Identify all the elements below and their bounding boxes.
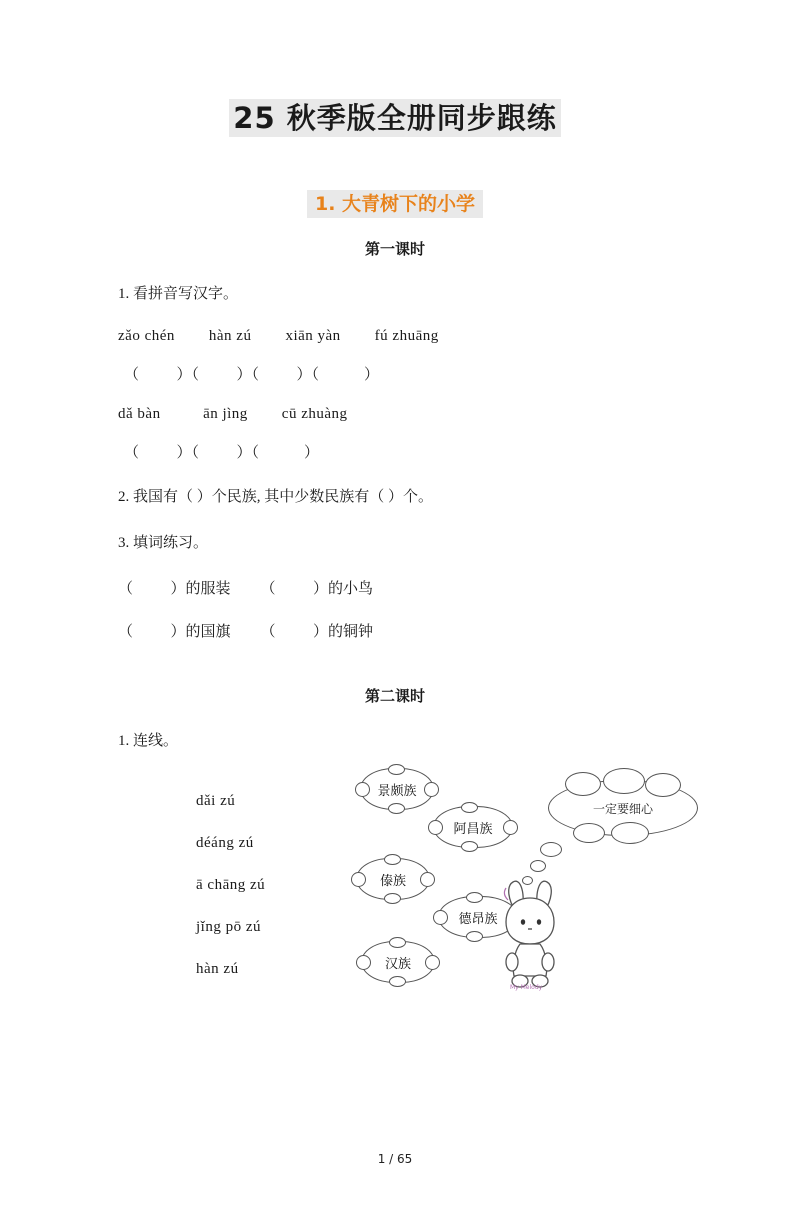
ethnic-bubble-han[interactable] xyxy=(361,941,435,983)
cloud-bump-icon xyxy=(603,768,645,794)
fish-fin-icon xyxy=(466,931,483,942)
character-signature: My Melody xyxy=(510,984,543,991)
pinyin-row-1: zǎo chén hàn zú xiān yàn fú zhuāng xyxy=(118,327,439,344)
fish-fin-icon xyxy=(466,892,483,903)
fish-fin-icon xyxy=(389,976,406,987)
ethnic-bubble-label: 德昂族 xyxy=(458,911,498,927)
pinyin-option[interactable]: jǐng pō zú xyxy=(196,919,261,935)
pinyin-option[interactable]: hàn zú xyxy=(196,961,239,977)
fish-fin-icon xyxy=(388,803,405,814)
question-3: 3. 填词练习。 xyxy=(118,535,209,551)
fish-fin-icon xyxy=(384,893,401,904)
fill-line-1[interactable]: （ ）的服装 （ ）的小鸟 xyxy=(118,580,374,597)
ethnic-bubble-label: 景颇族 xyxy=(377,783,417,799)
matching-exercise xyxy=(118,766,672,998)
cloud-bump-icon xyxy=(611,822,649,844)
pinyin-options-list xyxy=(196,780,265,990)
fish-fin-icon xyxy=(389,937,406,948)
section-spacer xyxy=(118,641,672,685)
cloud-bump-icon xyxy=(573,823,605,843)
bunny-mascot-icon xyxy=(496,878,564,988)
worksheet-page xyxy=(0,96,790,1214)
ethnic-bubble-jingpo[interactable] xyxy=(360,768,434,810)
question-1: 1. 看拼音写汉字。 xyxy=(118,286,239,302)
page-title xyxy=(118,96,672,137)
thought-cloud xyxy=(548,780,698,836)
ethnic-bubble-label: 阿昌族 xyxy=(453,821,493,837)
fill-line-2[interactable]: （ ）的国旗 （ ）的铜钟 xyxy=(118,623,374,640)
pinyin-row-2: dǎ bàn ān jìng cū zhuàng xyxy=(118,405,348,422)
thought-dot-icon xyxy=(540,842,562,857)
ethnic-bubble-dai[interactable] xyxy=(356,858,430,900)
period-2-heading: 第二课时 xyxy=(364,686,425,705)
ethnic-bubble-label: 傣族 xyxy=(379,873,406,889)
cloud-bump-icon xyxy=(565,772,601,796)
fish-fin-icon xyxy=(384,854,401,865)
answer-blanks-row-1[interactable]: （ ）（ ）（ ）（ ） xyxy=(124,366,380,383)
ethnic-bubble-achang[interactable] xyxy=(433,806,513,848)
fish-fin-icon xyxy=(388,764,405,775)
page-title-text: 25 秋季版全册同步跟练 xyxy=(229,99,560,137)
fish-fin-icon xyxy=(461,841,478,852)
period2-question-1: 1. 连线。 xyxy=(118,732,179,749)
answer-blanks-row-2[interactable]: （ ）（ ）（ ） xyxy=(124,444,320,461)
thought-dot-icon xyxy=(530,860,546,872)
pinyin-option[interactable]: déáng zú xyxy=(196,835,254,851)
ethnic-bubble-label: 汉族 xyxy=(384,956,411,972)
thought-cloud-text: 一定要细心 xyxy=(592,801,653,816)
question-2[interactable]: 2. 我国有（ ）个民族, 其中少数民族有（ ）个。 xyxy=(118,488,434,505)
pinyin-option[interactable]: ā chāng zú xyxy=(196,877,266,893)
page-footer: 1 / 65 xyxy=(377,1152,413,1166)
period-1-heading: 第一课时 xyxy=(364,240,425,258)
cloud-bump-icon xyxy=(645,773,681,797)
pinyin-option[interactable]: dǎi zú xyxy=(196,793,236,809)
lesson-title xyxy=(118,189,672,216)
fish-fin-icon xyxy=(461,802,478,813)
lesson-title-text: 1. 大青树下的小学 xyxy=(307,190,483,218)
